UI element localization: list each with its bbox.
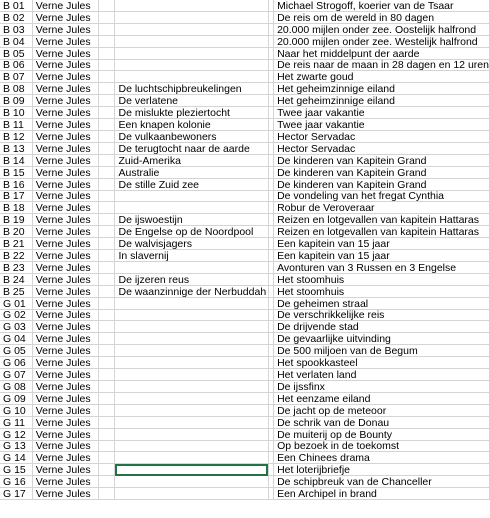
cell-title[interactable]: Twee jaar vakantie bbox=[274, 107, 490, 119]
cell-code[interactable]: B 08 bbox=[0, 83, 32, 95]
cell-author[interactable]: Verne Jules bbox=[32, 202, 99, 214]
cell-author[interactable]: Verne Jules bbox=[32, 83, 99, 95]
table-row bbox=[0, 178, 490, 190]
cell-title[interactable]: Het loterijbriefje bbox=[274, 464, 490, 476]
cell-author[interactable]: Verne Jules bbox=[32, 428, 99, 440]
cell-title[interactable]: Een Chinees drama bbox=[274, 452, 490, 464]
cell-subtitle[interactable]: De terugtocht naar de aarde bbox=[115, 142, 268, 154]
cell-code[interactable]: B 12 bbox=[0, 130, 32, 142]
cell-subtitle[interactable]: De luchtschipbreukelingen bbox=[115, 83, 268, 95]
cell-title[interactable]: Het stoomhuis bbox=[274, 285, 490, 297]
cell-empty[interactable] bbox=[99, 226, 115, 238]
cell-empty[interactable] bbox=[99, 273, 115, 285]
table-row bbox=[0, 130, 490, 142]
cell-empty[interactable] bbox=[99, 452, 115, 464]
cell-title[interactable]: De vondeling van het fregat Cynthia bbox=[274, 190, 490, 202]
cell-subtitle[interactable] bbox=[115, 59, 268, 71]
cell-subtitle[interactable] bbox=[115, 345, 268, 357]
cell-subtitle[interactable] bbox=[115, 333, 268, 345]
cell-empty[interactable] bbox=[99, 285, 115, 297]
cell-subtitle[interactable]: In slavernij bbox=[115, 250, 268, 262]
cell-subtitle[interactable] bbox=[115, 440, 268, 452]
cell-title[interactable]: Het zwarte goud bbox=[274, 71, 490, 83]
cell-subtitle[interactable] bbox=[115, 321, 268, 333]
cell-subtitle[interactable]: De verlatene bbox=[115, 95, 268, 107]
cell-empty[interactable] bbox=[99, 178, 115, 190]
table-row bbox=[0, 0, 490, 11]
cell-title[interactable]: De schrik van de Donau bbox=[274, 416, 490, 428]
table-row bbox=[0, 309, 490, 321]
cell-author[interactable]: Verne Jules bbox=[32, 95, 99, 107]
cell-empty[interactable] bbox=[99, 333, 115, 345]
cell-title[interactable]: Michael Strogoff, koerier van de Tsaar bbox=[274, 0, 490, 11]
cell-empty[interactable] bbox=[99, 83, 115, 95]
cell-empty[interactable] bbox=[99, 476, 115, 488]
cell-author[interactable]: Verne Jules bbox=[32, 321, 99, 333]
cell-title[interactable]: De ijssfinx bbox=[274, 381, 490, 393]
cell-empty[interactable] bbox=[99, 130, 115, 142]
cell-title[interactable]: Een kapitein van 15 jaar bbox=[274, 250, 490, 262]
table-row bbox=[0, 440, 490, 452]
cell-author[interactable]: Verne Jules bbox=[32, 238, 99, 250]
cell-title[interactable]: Hector Servadac bbox=[274, 142, 490, 154]
cell-title[interactable]: De jacht op de meteoor bbox=[274, 404, 490, 416]
cell-subtitle[interactable] bbox=[115, 476, 268, 488]
cell-code[interactable]: G 13 bbox=[0, 440, 32, 452]
table-row bbox=[0, 333, 490, 345]
cell-title[interactable]: De 500 miljoen van de Begum bbox=[274, 345, 490, 357]
cell-empty[interactable] bbox=[99, 428, 115, 440]
cell-subtitle[interactable] bbox=[115, 71, 268, 83]
table-row bbox=[0, 273, 490, 285]
cell-empty[interactable] bbox=[99, 369, 115, 381]
table-row bbox=[0, 452, 490, 464]
cell-title[interactable]: De gevaarlijke uitvinding bbox=[274, 333, 490, 345]
cell-author[interactable]: Verne Jules bbox=[32, 154, 99, 166]
cell-code[interactable]: G 12 bbox=[0, 428, 32, 440]
cell-code[interactable]: B 09 bbox=[0, 95, 32, 107]
cell-empty[interactable] bbox=[99, 464, 115, 476]
cell-empty[interactable] bbox=[99, 214, 115, 226]
cell-subtitle[interactable] bbox=[115, 428, 268, 440]
cell-code[interactable]: B 18 bbox=[0, 202, 32, 214]
table-row bbox=[0, 285, 490, 297]
table-row bbox=[0, 238, 490, 250]
cell-code[interactable]: B 19 bbox=[0, 214, 32, 226]
cell-subtitle[interactable]: De mislukte pleziertocht bbox=[115, 107, 268, 119]
cell-title[interactable]: Een Archipel in brand bbox=[274, 488, 490, 500]
cell-title[interactable]: De kinderen van Kapitein Grand bbox=[274, 166, 490, 178]
cell-author[interactable]: Verne Jules bbox=[32, 357, 99, 369]
cell-code[interactable]: B 05 bbox=[0, 47, 32, 59]
cell-code[interactable]: B 15 bbox=[0, 166, 32, 178]
cell-author[interactable]: Verne Jules bbox=[32, 59, 99, 71]
cell-title[interactable]: Een kapitein van 15 jaar bbox=[274, 238, 490, 250]
cell-empty[interactable] bbox=[99, 11, 115, 23]
cell-empty[interactable] bbox=[99, 345, 115, 357]
table-row bbox=[0, 95, 490, 107]
cell-code[interactable]: G 09 bbox=[0, 392, 32, 404]
cell-author[interactable]: Verne Jules bbox=[32, 464, 99, 476]
cell-author[interactable]: Verne Jules bbox=[32, 476, 99, 488]
cell-author[interactable]: Verne Jules bbox=[32, 190, 99, 202]
cell-author[interactable]: Verne Jules bbox=[32, 11, 99, 23]
cell-subtitle[interactable] bbox=[115, 190, 268, 202]
cell-empty[interactable] bbox=[99, 35, 115, 47]
cell-code[interactable]: B 02 bbox=[0, 11, 32, 23]
cell-empty[interactable] bbox=[99, 71, 115, 83]
cell-subtitle[interactable] bbox=[115, 416, 268, 428]
cell-author[interactable]: Verne Jules bbox=[32, 452, 99, 464]
cell-code[interactable]: B 03 bbox=[0, 23, 32, 35]
cell-empty[interactable] bbox=[99, 357, 115, 369]
cell-title[interactable]: De geheimen straal bbox=[274, 297, 490, 309]
cell-author[interactable]: Verne Jules bbox=[32, 0, 99, 11]
cell-title[interactable]: Avonturen van 3 Russen en 3 Engelse bbox=[274, 261, 490, 273]
cell-title[interactable]: 20.000 mijlen onder zee. Oostelijk halfrond bbox=[274, 23, 490, 35]
cell-subtitle[interactable] bbox=[115, 11, 268, 23]
cell-title[interactable]: Het verlaten land bbox=[274, 369, 490, 381]
cell-author[interactable]: Verne Jules bbox=[32, 369, 99, 381]
cell-title[interactable]: Op bezoek in de toekomst bbox=[274, 440, 490, 452]
cell-author[interactable]: Verne Jules bbox=[32, 404, 99, 416]
cell-subtitle[interactable]: Australie bbox=[115, 166, 268, 178]
cell-empty[interactable] bbox=[99, 154, 115, 166]
cell-empty[interactable] bbox=[99, 238, 115, 250]
cell-author[interactable]: Verne Jules bbox=[32, 416, 99, 428]
table-row bbox=[0, 476, 490, 488]
cell-author[interactable]: Verne Jules bbox=[32, 273, 99, 285]
cell-author[interactable]: Verne Jules bbox=[32, 226, 99, 238]
cell-title[interactable]: Naar het middelpunt der aarde bbox=[274, 47, 490, 59]
cell-subtitle[interactable]: De vulkaanbewoners bbox=[115, 130, 268, 142]
cell-title[interactable]: Het spookkasteel bbox=[274, 357, 490, 369]
table-row bbox=[0, 59, 490, 71]
cell-code[interactable]: G 01 bbox=[0, 297, 32, 309]
table-row bbox=[0, 142, 490, 154]
cell-subtitle[interactable]: De ijswoestijn bbox=[115, 214, 268, 226]
cell-empty[interactable] bbox=[99, 392, 115, 404]
cell-subtitle[interactable] bbox=[115, 357, 268, 369]
cell-author[interactable]: Verne Jules bbox=[32, 392, 99, 404]
table-row bbox=[0, 214, 490, 226]
cell-subtitle[interactable] bbox=[115, 452, 268, 464]
selected-cell[interactable] bbox=[115, 464, 268, 476]
cell-code[interactable]: G 11 bbox=[0, 416, 32, 428]
cell-code[interactable]: B 20 bbox=[0, 226, 32, 238]
cell-author[interactable]: Verne Jules bbox=[32, 142, 99, 154]
cell-author[interactable]: Verne Jules bbox=[32, 178, 99, 190]
cell-empty[interactable] bbox=[99, 309, 115, 321]
cell-subtitle[interactable] bbox=[115, 404, 268, 416]
table-row bbox=[0, 321, 490, 333]
cell-code[interactable]: G 08 bbox=[0, 381, 32, 393]
cell-title[interactable]: De drijvende stad bbox=[274, 321, 490, 333]
cell-author[interactable]: Verne Jules bbox=[32, 71, 99, 83]
cell-author[interactable]: Verne Jules bbox=[32, 440, 99, 452]
cell-subtitle[interactable] bbox=[115, 202, 268, 214]
cell-code[interactable]: B 11 bbox=[0, 119, 32, 131]
cell-code[interactable]: B 17 bbox=[0, 190, 32, 202]
cell-author[interactable]: Verne Jules bbox=[32, 285, 99, 297]
cell-subtitle[interactable]: De waanzinnige der Nerbuddah bbox=[115, 285, 268, 297]
cell-code[interactable]: B 24 bbox=[0, 273, 32, 285]
table-row bbox=[0, 261, 490, 273]
cell-subtitle[interactable] bbox=[115, 392, 268, 404]
cell-author[interactable]: Verne Jules bbox=[32, 107, 99, 119]
cell-subtitle[interactable]: De walvisjagers bbox=[115, 238, 268, 250]
cell-subtitle[interactable]: De stille Zuid zee bbox=[115, 178, 268, 190]
cell-title[interactable]: Reizen en lotgevallen van kapitein Hattaras bbox=[274, 214, 490, 226]
cell-code[interactable]: B 16 bbox=[0, 178, 32, 190]
cell-subtitle[interactable] bbox=[115, 488, 268, 500]
cell-title[interactable]: De verschrikkelijke reis bbox=[274, 309, 490, 321]
cell-empty[interactable] bbox=[99, 297, 115, 309]
cell-code[interactable]: G 02 bbox=[0, 309, 32, 321]
table-row bbox=[0, 416, 490, 428]
cell-author[interactable]: Verne Jules bbox=[32, 119, 99, 131]
cell-code[interactable]: G 17 bbox=[0, 488, 32, 500]
cell-code[interactable]: G 14 bbox=[0, 452, 32, 464]
cell-empty[interactable] bbox=[99, 0, 115, 11]
cell-title[interactable]: Het eenzame eiland bbox=[274, 392, 490, 404]
cell-empty[interactable] bbox=[99, 107, 115, 119]
cell-empty[interactable] bbox=[99, 142, 115, 154]
cell-empty[interactable] bbox=[99, 416, 115, 428]
cell-empty[interactable] bbox=[99, 95, 115, 107]
cell-title[interactable]: 20.000 mijlen onder zee. Westelijk halfrond bbox=[274, 35, 490, 47]
table-row bbox=[0, 107, 490, 119]
cell-code[interactable]: G 06 bbox=[0, 357, 32, 369]
table-row bbox=[0, 357, 490, 369]
cell-code[interactable]: B 21 bbox=[0, 238, 32, 250]
table-row bbox=[0, 71, 490, 83]
table-row bbox=[0, 119, 490, 131]
cell-empty[interactable] bbox=[99, 119, 115, 131]
cell-code[interactable]: B 01 bbox=[0, 0, 32, 11]
cell-subtitle[interactable] bbox=[115, 47, 268, 59]
cell-title[interactable]: Het geheimzinnige eiland bbox=[274, 83, 490, 95]
table-row bbox=[0, 35, 490, 47]
cell-title[interactable]: Robur de Veroveraar bbox=[274, 202, 490, 214]
cell-author[interactable]: Verne Jules bbox=[32, 261, 99, 273]
cell-author[interactable]: Verne Jules bbox=[32, 345, 99, 357]
table-row bbox=[0, 369, 490, 381]
cell-code[interactable]: B 10 bbox=[0, 107, 32, 119]
cell-author[interactable]: Verne Jules bbox=[32, 130, 99, 142]
cell-code[interactable]: G 10 bbox=[0, 404, 32, 416]
cell-empty[interactable] bbox=[99, 190, 115, 202]
cell-subtitle[interactable] bbox=[115, 369, 268, 381]
cell-empty[interactable] bbox=[99, 202, 115, 214]
cell-subtitle[interactable] bbox=[115, 381, 268, 393]
table-row bbox=[0, 154, 490, 166]
table-row bbox=[0, 404, 490, 416]
cell-title[interactable]: Het stoomhuis bbox=[274, 273, 490, 285]
cell-code[interactable]: B 23 bbox=[0, 261, 32, 273]
cell-subtitle[interactable] bbox=[115, 0, 268, 11]
table-row bbox=[0, 83, 490, 95]
cell-code[interactable]: B 04 bbox=[0, 35, 32, 47]
cell-author[interactable]: Verne Jules bbox=[32, 35, 99, 47]
cell-empty[interactable] bbox=[99, 166, 115, 178]
cell-title[interactable]: De reis naar de maan in 28 dagen en 12 uren bbox=[274, 59, 490, 71]
cell-title[interactable]: De muiterij op de Bounty bbox=[274, 428, 490, 440]
cell-empty[interactable] bbox=[99, 488, 115, 500]
cell-empty[interactable] bbox=[99, 261, 115, 273]
cell-title[interactable]: De kinderen van Kapitein Grand bbox=[274, 154, 490, 166]
cell-empty[interactable] bbox=[99, 440, 115, 452]
cell-code[interactable]: B 25 bbox=[0, 285, 32, 297]
cell-code[interactable]: G 03 bbox=[0, 321, 32, 333]
cell-subtitle[interactable] bbox=[115, 261, 268, 273]
table-row bbox=[0, 23, 490, 35]
cell-subtitle[interactable]: Zuid-Amerika bbox=[115, 154, 268, 166]
cell-author[interactable]: Verne Jules bbox=[32, 166, 99, 178]
table-row bbox=[0, 190, 490, 202]
table-row bbox=[0, 428, 490, 440]
cell-title[interactable]: Hector Servadac bbox=[274, 130, 490, 142]
cell-author[interactable]: Verne Jules bbox=[32, 23, 99, 35]
cell-empty[interactable] bbox=[99, 404, 115, 416]
cell-author[interactable]: Verne Jules bbox=[32, 309, 99, 321]
cell-subtitle[interactable] bbox=[115, 297, 268, 309]
cell-subtitle[interactable]: Een knapen kolonie bbox=[115, 119, 268, 131]
table-row bbox=[0, 297, 490, 309]
cell-empty[interactable] bbox=[99, 47, 115, 59]
cell-empty[interactable] bbox=[99, 23, 115, 35]
cell-subtitle[interactable]: De ijzeren reus bbox=[115, 273, 268, 285]
cell-empty[interactable] bbox=[99, 381, 115, 393]
table-row bbox=[0, 202, 490, 214]
cell-empty[interactable] bbox=[99, 321, 115, 333]
cell-title[interactable]: Het geheimzinnige eiland bbox=[274, 95, 490, 107]
cell-author[interactable]: Verne Jules bbox=[32, 214, 99, 226]
cell-title[interactable]: De kinderen van Kapitein Grand bbox=[274, 178, 490, 190]
cell-code[interactable]: B 22 bbox=[0, 250, 32, 262]
table-row bbox=[0, 392, 490, 404]
cell-code[interactable]: G 15 bbox=[0, 464, 32, 476]
cell-author[interactable]: Verne Jules bbox=[32, 47, 99, 59]
table-row bbox=[0, 226, 490, 238]
table-row bbox=[0, 381, 490, 393]
table-row bbox=[0, 166, 490, 178]
cell-code[interactable]: B 06 bbox=[0, 59, 32, 71]
table-row bbox=[0, 250, 490, 262]
table-row bbox=[0, 464, 490, 476]
cell-code[interactable]: G 07 bbox=[0, 369, 32, 381]
cell-title[interactable]: De schipbreuk van de Chanceller bbox=[274, 476, 490, 488]
cell-subtitle[interactable] bbox=[115, 35, 268, 47]
cell-code[interactable]: B 07 bbox=[0, 71, 32, 83]
table-row bbox=[0, 47, 490, 59]
cell-title[interactable]: De reis om de wereld in 80 dagen bbox=[274, 11, 490, 23]
cell-subtitle[interactable]: De Engelse op de Noordpool bbox=[115, 226, 268, 238]
cell-author[interactable]: Verne Jules bbox=[32, 381, 99, 393]
cell-author[interactable]: Verne Jules bbox=[32, 250, 99, 262]
table-row bbox=[0, 488, 490, 500]
cell-empty[interactable] bbox=[99, 250, 115, 262]
cell-author[interactable]: Verne Jules bbox=[32, 488, 99, 500]
cell-subtitle[interactable] bbox=[115, 309, 268, 321]
cell-subtitle[interactable] bbox=[115, 23, 268, 35]
table-row bbox=[0, 11, 490, 23]
cell-code[interactable]: B 14 bbox=[0, 154, 32, 166]
cell-code[interactable]: G 04 bbox=[0, 333, 32, 345]
cell-code[interactable]: B 13 bbox=[0, 142, 32, 154]
cell-title[interactable]: Reizen en lotgevallen van kapitein Hattaras bbox=[274, 226, 490, 238]
table-row bbox=[0, 345, 490, 357]
cell-code[interactable]: G 05 bbox=[0, 345, 32, 357]
cell-author[interactable]: Verne Jules bbox=[32, 297, 99, 309]
cell-empty[interactable] bbox=[99, 59, 115, 71]
cell-code[interactable]: G 16 bbox=[0, 476, 32, 488]
cell-author[interactable]: Verne Jules bbox=[32, 333, 99, 345]
cell-title[interactable]: Twee jaar vakantie bbox=[274, 119, 490, 131]
